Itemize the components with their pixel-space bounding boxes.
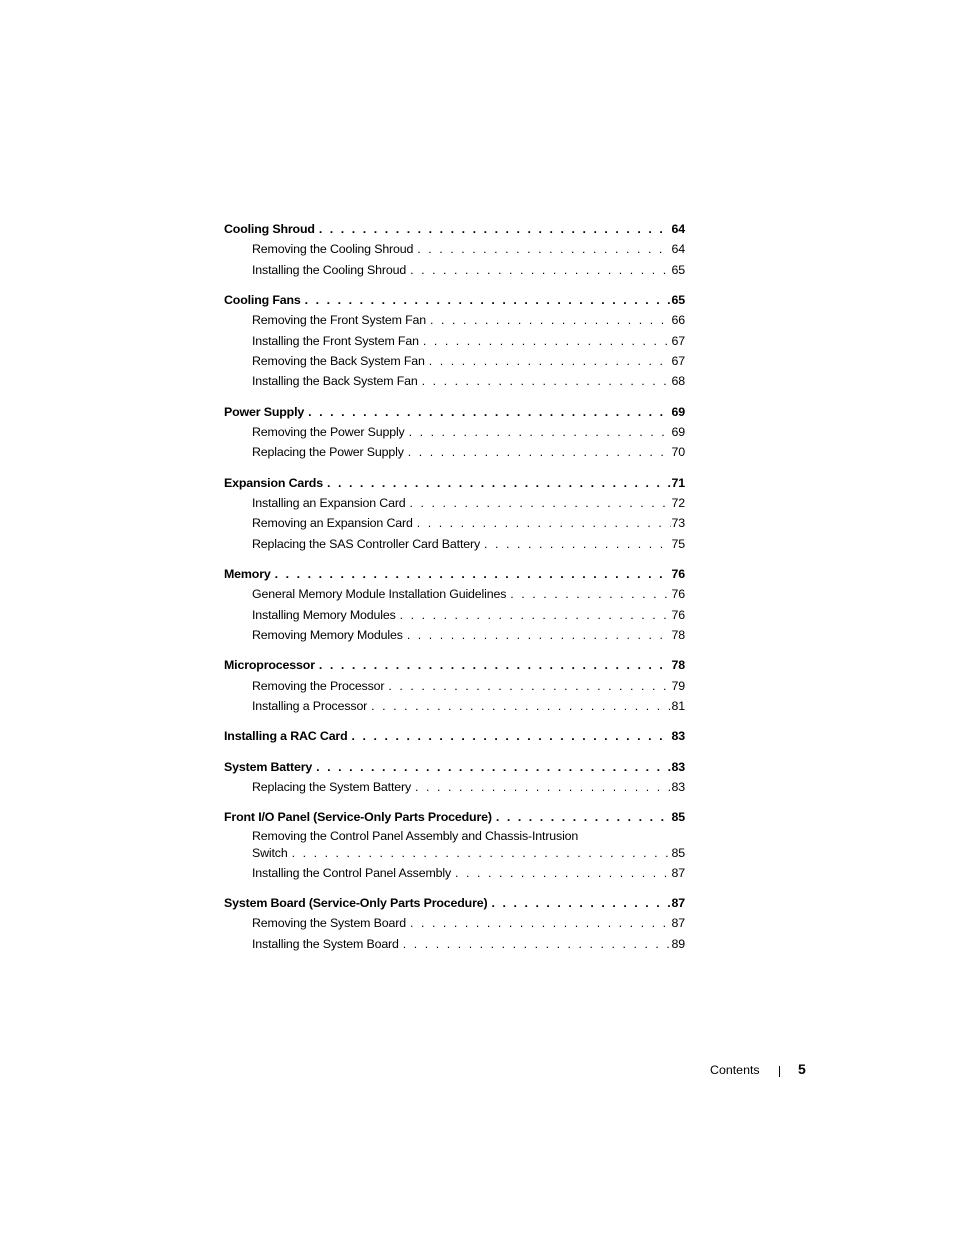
footer-separator (779, 1066, 780, 1077)
toc-page-number: 87 (671, 895, 685, 910)
dot-leader (417, 513, 671, 533)
toc-section-entry[interactable] (224, 892, 685, 913)
dot-leader (408, 442, 671, 462)
dot-leader (422, 371, 671, 391)
toc-entry-title: Installing a Processor (252, 698, 368, 713)
toc-section (224, 892, 685, 954)
dot-leader (410, 913, 671, 933)
toc-page-number: 87 (671, 916, 685, 931)
toc-section (224, 472, 685, 554)
dot-leader (417, 239, 671, 259)
toc-page-number: 71 (671, 475, 685, 490)
toc-page-number: 64 (671, 222, 685, 237)
dot-leader (492, 893, 672, 913)
toc-page-number: 75 (671, 536, 685, 551)
toc-subsection-entry[interactable] (224, 828, 685, 863)
toc-entry-title-continued: Switch (252, 846, 288, 861)
toc-page-number: 72 (671, 495, 685, 510)
toc-subsection-entry[interactable] (224, 422, 685, 442)
toc-subsection-entry[interactable] (224, 331, 685, 351)
dot-leader (305, 290, 671, 310)
toc-page-number: 69 (671, 404, 685, 419)
dot-leader (510, 584, 671, 604)
toc-page-number: 76 (671, 607, 685, 622)
toc-section-entry[interactable] (224, 806, 685, 827)
toc-page-number: 76 (671, 587, 685, 602)
dot-leader (496, 807, 671, 827)
toc-section-entry[interactable] (224, 563, 685, 584)
dot-leader (371, 696, 671, 716)
toc-subsection-entry[interactable] (224, 239, 685, 259)
toc-entry-title: Installing an Expansion Card (252, 495, 406, 510)
dot-leader (430, 310, 671, 330)
toc-section-entry[interactable] (224, 472, 685, 493)
toc-entry-title: Removing the System Board (252, 916, 406, 931)
toc-page-number: 79 (671, 678, 685, 693)
toc-page-number: 70 (671, 445, 685, 460)
toc-page-number: 76 (671, 566, 685, 581)
toc-page-number: 78 (671, 658, 685, 673)
dot-leader (292, 844, 671, 863)
page-footer (700, 1061, 810, 1081)
toc-section-entry[interactable] (224, 401, 685, 422)
toc-section-entry[interactable] (224, 218, 685, 239)
toc-entry-title: System Board (Service-Only Parts Procedure) (224, 895, 488, 910)
dot-leader (410, 493, 671, 513)
toc-entry-title: Removing the Front System Fan (252, 313, 427, 328)
toc-page-number: 78 (671, 627, 685, 642)
toc-entry-title: Installing the Control Panel Assembly (252, 865, 452, 880)
toc-page-number: 85 (671, 810, 685, 825)
toc-subsection-entry[interactable] (224, 371, 685, 391)
page-number: 5 (798, 1061, 806, 1077)
dot-leader (429, 351, 671, 371)
toc-entry-title: Replacing the SAS Controller Card Battery (252, 536, 481, 551)
toc-entry-title: General Memory Module Installation Guidelines (252, 587, 507, 602)
toc-page-number: 83 (671, 759, 685, 774)
toc-entry-title: Cooling Fans (224, 293, 301, 308)
toc-entry-title: Removing an Expansion Card (252, 516, 413, 531)
toc-subsection-entry[interactable] (224, 696, 685, 716)
toc-entry-title: Installing the Front System Fan (252, 333, 419, 348)
toc-section (224, 806, 685, 883)
toc-page-number: 67 (671, 333, 685, 348)
toc-page-number: 85 (671, 846, 685, 861)
toc-section (224, 401, 685, 463)
toc-entry-title: Removing Memory Modules (252, 627, 403, 642)
toc-entry-title: Removing the Back System Fan (252, 353, 425, 368)
toc-entry-title: Installing the Back System Fan (252, 374, 418, 389)
dot-leader (352, 726, 671, 746)
dot-leader (415, 777, 671, 797)
toc-subsection-entry[interactable] (224, 605, 685, 625)
dot-leader (319, 219, 671, 239)
toc-subsection-entry[interactable] (224, 351, 685, 371)
toc-section (224, 654, 685, 716)
toc-page-number: 66 (671, 313, 685, 328)
toc-entry-title: Cooling Shroud (224, 222, 315, 237)
dot-leader (484, 534, 671, 554)
toc-entry-title: Expansion Cards (224, 475, 323, 490)
toc-entry-title: Installing the Cooling Shroud (252, 262, 407, 277)
toc-entry-title: Power Supply (224, 404, 305, 419)
toc-page-number: 64 (671, 242, 685, 257)
toc-section (224, 725, 685, 746)
dot-leader (319, 655, 671, 675)
footer-label: Contents (710, 1063, 760, 1077)
toc-subsection-entry[interactable] (224, 442, 685, 462)
dot-leader (410, 260, 671, 280)
toc-page-number: 89 (671, 936, 685, 951)
toc-section (224, 218, 685, 280)
toc-section-entry[interactable] (224, 725, 685, 746)
toc-page-number: 83 (671, 779, 685, 794)
toc-subsection-entry[interactable] (224, 584, 685, 604)
toc-section (224, 563, 685, 645)
toc-entry-title: Microprocessor (224, 658, 315, 673)
toc-subsection-entry[interactable] (224, 676, 685, 696)
dot-leader (275, 564, 671, 584)
toc-entry-title: Memory (224, 566, 271, 581)
dot-leader (407, 625, 671, 645)
toc-subsection-entry[interactable] (224, 493, 685, 513)
toc-entry-title: Removing the Processor (252, 678, 385, 693)
toc-subsection-entry[interactable] (224, 310, 685, 330)
toc-subsection-entry[interactable] (224, 913, 685, 933)
toc-entry-title: Installing the System Board (252, 936, 399, 951)
toc-subsection-entry[interactable] (224, 863, 685, 883)
toc-entry-title: Replacing the Power Supply (252, 445, 404, 460)
toc-section (224, 289, 685, 392)
toc-page-number: 67 (671, 353, 685, 368)
toc-subsection-entry[interactable] (224, 260, 685, 280)
toc-page-number: 73 (671, 516, 685, 531)
toc-section-entry[interactable] (224, 755, 685, 776)
toc-page-number: 68 (671, 374, 685, 389)
toc-entry-title: System Battery (224, 759, 313, 774)
toc-page-number: 81 (671, 698, 685, 713)
toc-subsection-entry[interactable] (224, 534, 685, 554)
dot-leader (403, 934, 671, 954)
toc-entry-title: Removing the Cooling Shroud (252, 242, 414, 257)
toc-page-number: 69 (671, 424, 685, 439)
toc-entry-title: Installing a RAC Card (224, 729, 348, 744)
table-of-contents (224, 218, 685, 963)
toc-entry-title: Installing Memory Modules (252, 607, 396, 622)
dot-leader (423, 331, 671, 351)
toc-subsection-entry[interactable] (224, 625, 685, 645)
toc-section-entry[interactable] (224, 654, 685, 675)
toc-section-entry[interactable] (224, 289, 685, 310)
dot-leader (400, 605, 671, 625)
toc-section (224, 755, 685, 797)
toc-subsection-entry[interactable] (224, 777, 685, 797)
toc-page-number: 83 (671, 729, 685, 744)
dot-leader (388, 676, 671, 696)
toc-subsection-entry[interactable] (224, 513, 685, 533)
toc-entry-title: Removing the Control Panel Assembly and Chassis-Intrusion (252, 828, 579, 843)
dot-leader (455, 863, 671, 883)
dot-leader (409, 422, 671, 442)
dot-leader (308, 402, 671, 422)
toc-page-number: 87 (671, 865, 685, 880)
toc-page-number: 65 (671, 262, 685, 277)
toc-entry-title: Front I/O Panel (Service-Only Parts Procedure) (224, 810, 492, 825)
toc-entry-title: Removing the Power Supply (252, 424, 405, 439)
toc-entry-title: Replacing the System Battery (252, 779, 412, 794)
toc-subsection-entry[interactable] (224, 934, 685, 954)
dot-leader (327, 473, 671, 493)
dot-leader (316, 757, 671, 777)
toc-page-number: 65 (671, 293, 685, 308)
